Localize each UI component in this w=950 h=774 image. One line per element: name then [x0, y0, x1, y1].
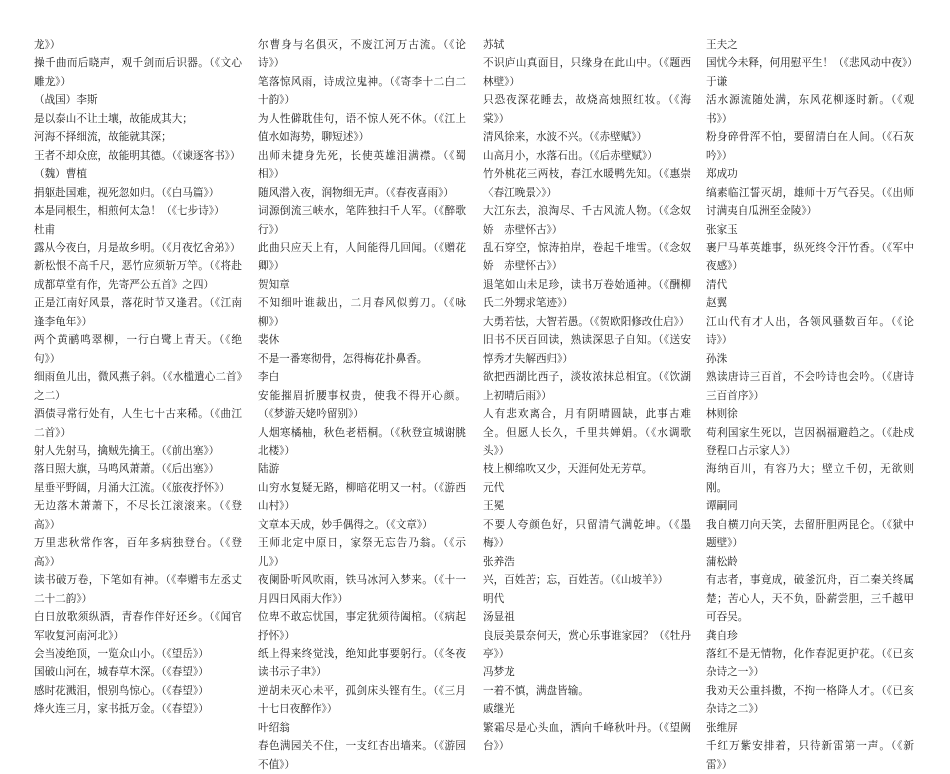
- text-line: 春色满园关不住，一支红杏出墙来。（《游园不值》）: [258, 740, 466, 771]
- text-line: 林则徐: [706, 408, 738, 421]
- text-line: 正是江南好风景，落花时节又逢君。（《江南逢李龟年》）: [34, 297, 242, 328]
- text-line: 星垂平野阔，月涌大江流。（《旅夜抒怀》）: [34, 481, 230, 494]
- text-line: 国破山河在，城春草木深。（《春望》）: [34, 666, 209, 679]
- text-line: 纸上得来终觉浅，绝知此事要躬行。（《冬夜读书示子聿》）: [258, 647, 466, 679]
- text-line: 欲把西湖比西子，淡妆浓抹总相宜。（《饮湖上初晴后雨》）: [483, 371, 691, 402]
- text-line: 国忧今未释，何用慰平生！（《悲风动中夜》）: [706, 57, 918, 70]
- text-line: 汤显祖: [483, 611, 515, 624]
- text-line: 元代: [483, 481, 505, 494]
- text-line: 读书破万卷，下笔如有神。（《奉赠韦左丞丈二十二韵》）: [34, 574, 242, 605]
- text-line: 张养浩: [483, 555, 515, 568]
- text-line: 人烟寒橘柚，秋色老梧桐。（《秋登宣城谢朓北楼》）: [258, 426, 466, 457]
- text-line: 贺知章: [258, 278, 290, 291]
- text-line: 细雨鱼儿出，微风燕子斜。（《水槛遣心二首》之二）: [34, 371, 242, 402]
- text-line: 笔落惊风雨，诗成泣鬼神。（《寄李十二白二十韵》）: [258, 75, 466, 107]
- text-line: 不是一番寒彻骨，怎得梅花扑鼻香。: [258, 352, 428, 365]
- text-line: 活水源流随处满，东风花柳逐时新。（《观书》）: [706, 94, 914, 125]
- text-line: 清风徐来，水波不兴。（《赤壁赋》）: [483, 131, 648, 144]
- text-line: 露从今夜白，月是故乡明。（《月夜忆舍弟》）: [34, 241, 241, 254]
- text-line: 尔曹身与名俱灭，不废江河万古流。（《论诗》）: [258, 39, 466, 70]
- text-line: 捐躯赴国难，视死忽如归。（《白马篇》）: [34, 186, 220, 199]
- text-line: 白日放歌须纵酒，青春作伴好还乡。（《闻官军收复河南河北》）: [34, 611, 242, 642]
- text-line: 谭嗣同: [706, 500, 738, 513]
- text-line: 千红万紫安排着，只待新雷第一声。（《新雷》）: [706, 740, 914, 771]
- text-line: 两个黄鹂鸣翠柳，一行白鹭上青天。（《绝句》）: [34, 334, 242, 365]
- text-line: 郑成功: [706, 168, 738, 181]
- text-line: 会当凌绝顶，一览众山小。（《望岳》）: [34, 647, 209, 660]
- text-line: 新松恨不高千尺，恶竹应须斩万竿。（《将赴成都草堂有作，先寄严公五首》之四）: [34, 260, 242, 291]
- text-line: 于谦: [706, 75, 728, 88]
- text-line: 龚自珍: [706, 629, 738, 642]
- text-line: 杜甫: [34, 223, 56, 236]
- text-line: 蒲松龄: [706, 555, 738, 568]
- text-line: 河海不择细流，故能就其深；: [34, 131, 172, 144]
- text-line: 繁霜尽是心头血，洒向千峰秋叶丹。（《望阙台》）: [483, 721, 691, 753]
- text-column-4: [706, 36, 918, 774]
- text-column-1: [34, 36, 242, 719]
- text-line: 李白: [258, 371, 280, 384]
- text-line: 夜阑卧听风吹雨，铁马冰河入梦来。（《十一月四日风雨大作》）: [258, 574, 466, 605]
- text-line: 良辰美景奈何天，赏心乐事谁家园？（《牡丹亭》）: [483, 629, 691, 660]
- text-line: 我劝天公重抖擞，不拘一格降人才。（《已亥杂诗之二》）: [706, 684, 914, 716]
- text-line: 位卑不敢忘忧国，事定犹须待阖棺。（《病起抒怀》）: [258, 611, 466, 642]
- text-line: 王夫之: [706, 39, 738, 51]
- text-line: 粉身碎骨浑不怕，要留清白在人间。（《石灰吟》）: [706, 131, 914, 162]
- text-line: 万里悲秋常作客，百年多病独登台。（《登高》）: [34, 537, 242, 568]
- text-line: 乱石穿空，惊涛拍岸，卷起千堆雪。（《念奴娇 赤壁怀古》）: [483, 241, 691, 273]
- text-line: 王者不却众庶，故能明其德。（《谏逐客书》）: [34, 149, 241, 162]
- text-line: 山穷水复疑无路，柳暗花明又一村。（《游西山村》）: [258, 481, 466, 513]
- text-column-3: [483, 36, 691, 756]
- text-line: 文章本天成，妙手偶得之。（《文章》）: [258, 518, 433, 531]
- text-line: 逆胡未灭心未平，孤剑床头铿有生。（《三月十七日夜醉作》）: [258, 684, 466, 716]
- text-line: 苏轼: [483, 39, 505, 51]
- text-line: 张家玉: [706, 223, 738, 236]
- text-line: 陆游: [258, 463, 280, 476]
- text-line: 酒债寻常行处有，人生七十古来稀。（《曲江二首》）: [34, 408, 242, 439]
- text-line: 明代: [483, 592, 505, 605]
- text-line: 不知细叶谁裁出，二月春风似剪刀。（《咏柳》）: [258, 297, 466, 328]
- text-line: 人有悲欢离合，月有阴晴圆缺，此事古难全。但愿人长久，千里共婵娟。（《水调歌头》）: [483, 408, 691, 457]
- text-line: 枝上柳绵吹又少，天涯何处无芳草。: [483, 463, 653, 476]
- text-line: 龙》）: [34, 39, 61, 51]
- text-line: 冯梦龙: [483, 666, 515, 679]
- text-line: 清代: [706, 278, 728, 291]
- text-line: 操千曲而后晓声，观千剑而后识器。（《文心雕龙》）: [34, 57, 242, 88]
- text-line: 大勇若怯，大智若愚。（《贺欧阳修改仕启》）: [483, 315, 690, 328]
- text-line: 苟利国家生死以，岂因祸福避趋之。（《赴戍登程口占示家人》）: [706, 426, 914, 457]
- text-line: 王冕: [483, 500, 505, 513]
- text-line: （魏）曹植: [34, 168, 87, 181]
- text-line: 叶绍翁: [258, 721, 290, 734]
- text-line: 射人先射马，擒贼先擒王。（《前出塞》）: [34, 444, 220, 457]
- text-line: 旧书不厌百回读，熟读深思子自知。（《送安惇秀才失解西归》）: [483, 334, 691, 365]
- text-line: 安能摧眉折腰事权贵，使我不得开心颜。（《梦游天姥吟留别》）: [258, 389, 466, 421]
- text-line: 烽火连三月，家书抵万金。（《春望》）: [34, 703, 209, 716]
- text-line: 张维屏: [706, 721, 738, 734]
- text-line: 不识庐山真面目，只缘身在此山中。（《题西林壁》）: [483, 57, 691, 88]
- text-line: 落日照大旗，马鸣风萧萧。（《后出塞》）: [34, 463, 220, 476]
- text-line: 词源倒流三峡水，笔阵独扫千人军。（《醉歌行》）: [258, 205, 466, 236]
- text-line: 为人性僻耽佳句，语不惊人死不休。（《江上值水如海势，聊短述》）: [258, 112, 466, 144]
- text-line: 出师未捷身先死，长使英雄泪满襟。（《蜀相》）: [258, 149, 466, 181]
- text-line: 山高月小，水落石出。（《后赤壁赋》）: [483, 149, 658, 162]
- text-line: 兴，百姓苦；忘，百姓苦。（《山坡羊》）: [483, 574, 669, 587]
- text-line: 大江东去，浪淘尽、千古风流人物。（《念奴娇 赤壁怀古》）: [483, 205, 691, 236]
- text-line: 王师北定中原日，家祭无忘告乃翁。（《示儿》）: [258, 537, 466, 568]
- text-line: 孙洙: [706, 352, 728, 365]
- text-line: （战国）李斯: [34, 94, 98, 107]
- text-column-2: [258, 36, 466, 774]
- text-line: 江山代有才人出，各领风骚数百年。（《论诗》）: [706, 315, 914, 347]
- text-line: 赵翼: [706, 297, 728, 310]
- text-line: 有志者，事竟成，破釜沉舟，百二秦关终属楚；苦心人，天不负，卧薪尝胆，三千越甲可吞吴。: [706, 574, 914, 624]
- text-line: 一着不慎，满盘皆输。: [483, 684, 589, 697]
- text-line: 裹尸马革英雄事，纵死终令汗竹香。（《军中夜感》）: [706, 241, 914, 273]
- text-line: 裴休: [258, 334, 280, 347]
- text-line: 落红不是无情物，化作春泥更护花。（《已亥杂诗之一》）: [706, 647, 914, 679]
- text-line: 不要人夸颜色好，只留清气满乾坤。（《墨梅》）: [483, 518, 691, 550]
- text-line: 随风潜入夜，润物细无声。（《春夜喜雨》）: [258, 186, 454, 199]
- text-line: 戚继光: [483, 703, 515, 716]
- text-line: 缟素临江誓灭胡，雄师十万气吞吴。（《出师讨满夷自瓜洲至金陵》）: [706, 186, 914, 218]
- text-line: 是以泰山不让土壤，故能成其大；: [34, 112, 193, 125]
- text-line: 只恐夜深花睡去，故烧高烛照红妆。（《海棠》）: [483, 94, 691, 125]
- text-line: 我自横刀向天笑，去留肝胆两昆仑。（《狱中题壁》）: [706, 518, 914, 550]
- text-line: 海纳百川，有容乃大；壁立千仞，无欲则刚。: [706, 463, 914, 494]
- text-line: 熟读唐诗三百首，不会吟诗也会吟。（《唐诗三百首序》）: [706, 371, 914, 402]
- text-line: 此曲只应天上有，人间能得几回闻。（《赠花卿》）: [258, 241, 466, 273]
- text-line: 感时花溅泪，恨别鸟惊心。（《春望》）: [34, 684, 209, 697]
- text-line: 本是同根生，相煎何太急！（《七步诗》）: [34, 205, 225, 218]
- text-line: 竹外桃花三两枝，春江水暖鸭先知。（《惠崇〈春江晚景〉》）: [483, 168, 691, 199]
- text-line: 退笔如山未足珍，读书万卷始通神。（《酬柳氏二外甥求笔迹》）: [483, 278, 691, 310]
- text-line: 无边落木萧萧下，不尽长江滚滚来。（《登高》）: [34, 500, 242, 531]
